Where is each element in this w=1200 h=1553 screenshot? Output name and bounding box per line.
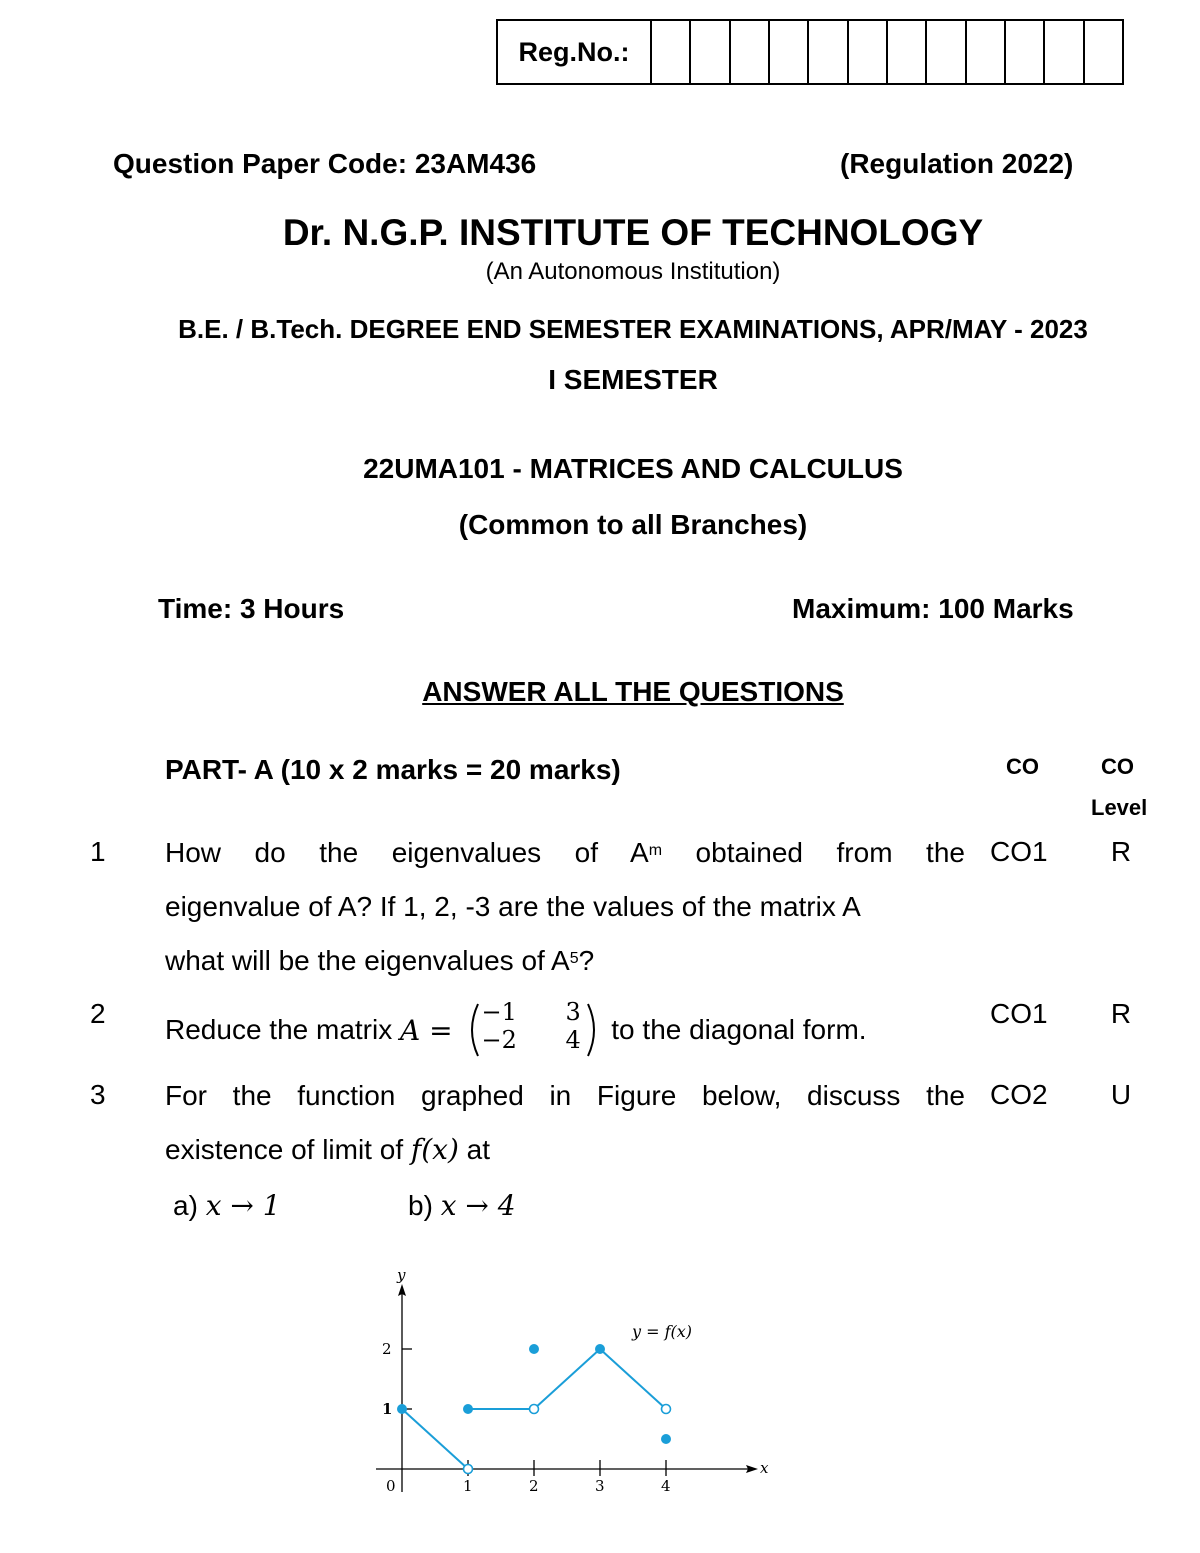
x-tick-label: 4 xyxy=(661,1477,671,1495)
course-title: 22UMA101 - MATRICES AND CALCULUS xyxy=(363,453,903,484)
level-value: R xyxy=(1110,836,1132,867)
question-number: 1 xyxy=(90,836,106,867)
question-number: 3 xyxy=(90,1079,106,1110)
reg-no-cell xyxy=(927,21,966,83)
option-b-math: x → 4 xyxy=(440,1189,516,1222)
closed-point xyxy=(661,1434,671,1444)
q3-line2-b: at xyxy=(458,1134,491,1165)
curve-label: y = f(x) xyxy=(632,1322,693,1341)
common-note: (Common to all Branches) xyxy=(458,509,808,540)
open-point xyxy=(662,1405,671,1414)
q3-line2-a: existence of limit of xyxy=(165,1134,411,1165)
x-axis-label: x xyxy=(760,1459,769,1477)
paper-code: Question Paper Code: 23AM436 xyxy=(113,148,537,179)
question-2-text xyxy=(165,1000,867,1060)
x-tick-label: 1 xyxy=(463,1477,473,1495)
co-header: CO xyxy=(1006,754,1039,779)
graph-segment xyxy=(600,1349,666,1409)
x-tick-label: 2 xyxy=(529,1477,539,1495)
y-tick-label: 2 xyxy=(382,1340,392,1358)
q1-line3-rest: ? xyxy=(578,945,595,976)
q3-fx: f(x) xyxy=(410,1133,459,1166)
regulation: (Regulation 2022) xyxy=(840,148,1074,179)
maximum-marks: Maximum: 100 Marks xyxy=(792,593,1074,624)
level-value: U xyxy=(1110,1079,1132,1110)
matrix-cell: −1 xyxy=(481,998,517,1026)
option-a xyxy=(173,1189,281,1222)
y-axis-label: y xyxy=(397,1266,406,1284)
co-value: CO2 xyxy=(990,1079,1048,1110)
reg-no-cell xyxy=(731,21,770,83)
open-point xyxy=(464,1465,473,1474)
co-value: CO1 xyxy=(990,998,1048,1029)
question-3-text xyxy=(165,1069,965,1177)
exam-title: B.E. / B.Tech. DEGREE END SEMESTER EXAMINATIONS, APR/MAY - 2023 xyxy=(178,314,1088,344)
autonomous-note: (An Autonomous Institution) xyxy=(485,258,781,285)
question-1-text xyxy=(165,826,965,988)
open-point xyxy=(530,1405,539,1414)
reg-no-cell xyxy=(888,21,927,83)
option-b-label: b) xyxy=(408,1190,441,1221)
co-level-header-2: Level xyxy=(1091,795,1148,820)
reg-no-cell xyxy=(809,21,848,83)
q1-sup-5: 5 xyxy=(569,950,579,967)
matrix-a xyxy=(466,998,600,1058)
option-b xyxy=(408,1189,516,1222)
option-a-label: a) xyxy=(173,1190,206,1221)
reg-no-cell xyxy=(770,21,809,83)
q1-sup-m: m xyxy=(648,842,663,859)
level-value: R xyxy=(1110,998,1132,1029)
matrix-cell: 3 xyxy=(565,998,581,1026)
matrix-cell: 4 xyxy=(565,1026,581,1054)
reg-no-cell xyxy=(849,21,888,83)
part-a-heading: PART- A (10 x 2 marks = 20 marks) xyxy=(165,754,621,785)
function-graph xyxy=(360,1260,780,1500)
q2-math-eq: = xyxy=(420,1013,462,1047)
graph-segment xyxy=(402,1409,468,1469)
graph-ticks xyxy=(382,1340,671,1495)
reg-no-cell xyxy=(1085,21,1122,83)
x-tick-label: 3 xyxy=(595,1477,605,1495)
closed-point xyxy=(463,1404,473,1414)
reg-no-cell xyxy=(967,21,1006,83)
reg-no-cell xyxy=(1006,21,1045,83)
q1-line1: How do the eigenvalues of A xyxy=(165,837,649,868)
matrix-cell: −2 xyxy=(481,1026,517,1054)
reg-no-label: Reg.No.: xyxy=(498,21,652,83)
x-tick-label: 0 xyxy=(386,1477,396,1495)
q3-line1: For the function graphed in Figure below, discuss the xyxy=(165,1080,965,1111)
reg-no-cell xyxy=(1045,21,1084,83)
institute-name: Dr. N.G.P. INSTITUTE OF TECHNOLOGY xyxy=(282,212,984,253)
graph-axes xyxy=(376,1284,758,1492)
question-number: 2 xyxy=(90,998,106,1029)
reg-no-cell xyxy=(691,21,730,83)
graph-points xyxy=(397,1344,671,1474)
q2-text-b: to the diagonal form. xyxy=(603,1014,867,1045)
q1-line1-rest: obtained from the xyxy=(662,837,965,868)
closed-point xyxy=(397,1404,407,1414)
graph-segment xyxy=(534,1349,600,1409)
closed-point xyxy=(529,1344,539,1354)
q1-line2: eigenvalue of A? If 1, 2, -3 are the values of the matrix A xyxy=(165,891,861,922)
q1-line3: what will be the eigenvalues of A xyxy=(165,945,570,976)
time: Time: 3 Hours xyxy=(158,593,345,624)
co-level-header: CO xyxy=(1101,754,1134,779)
reg-no-box xyxy=(496,19,1124,85)
q2-math-var: A xyxy=(400,1013,421,1047)
closed-point xyxy=(595,1344,605,1354)
instruction: ANSWER ALL THE QUESTIONS xyxy=(422,676,844,707)
semester: I SEMESTER xyxy=(548,364,718,395)
option-a-math: x → 1 xyxy=(205,1189,281,1222)
y-tick-label: 1 xyxy=(382,1400,393,1418)
q2-text-a: Reduce the matrix xyxy=(165,1014,400,1045)
reg-no-cell xyxy=(652,21,691,83)
co-value: CO1 xyxy=(990,836,1048,867)
